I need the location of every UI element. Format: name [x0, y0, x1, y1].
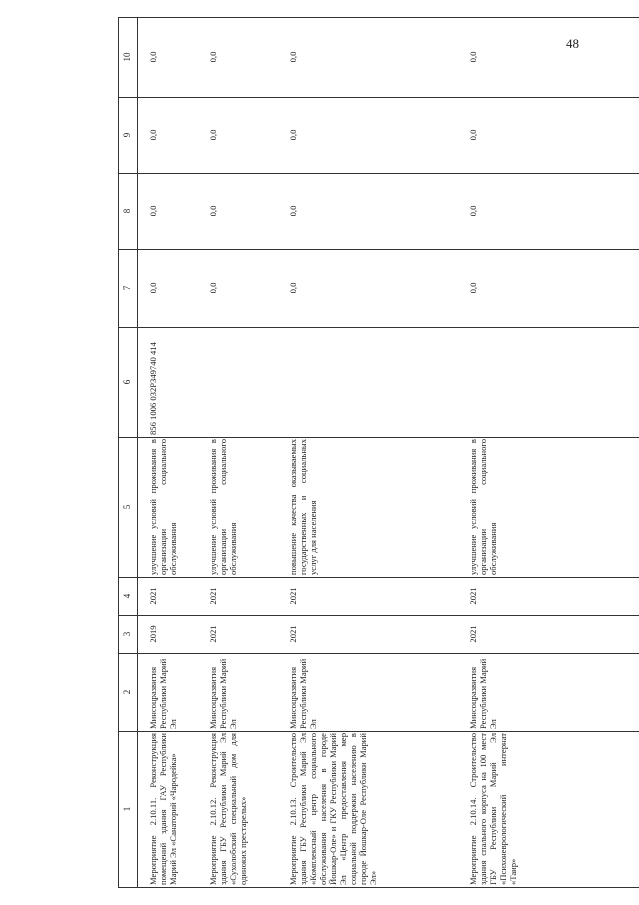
- col-header: 7: [119, 250, 138, 328]
- start-year-cell: 2021: [288, 616, 468, 654]
- value-cell: 0,0: [208, 98, 288, 174]
- event-cell: Мероприятие 2.10.13. Строительство здания ГБУ Республики Марий Эл «Комплексный центр социального обслуживания населения в городе Йошкар-Оле» и ГКУ Республики Марий Эл «Центр предоставления мер социальной поддержки населению в городе Йошкар-Оле Республики Марий Эл»: [288, 732, 468, 888]
- col-header: 1: [119, 732, 138, 888]
- value-cell: 0,0: [138, 98, 208, 174]
- value-cell: 0,0: [208, 18, 288, 98]
- col-header: 10: [119, 18, 138, 98]
- col-header: 2: [119, 654, 138, 732]
- value-cell: 0,0: [288, 250, 468, 328]
- executor-cell: Минсоцразвития Республики Марий Эл: [288, 654, 468, 732]
- value-cell: 0,0: [288, 18, 468, 98]
- result-cell: улучшение условий проживания в организации социального обслуживания: [468, 438, 639, 578]
- col-header: 4: [119, 578, 138, 616]
- header-row: [119, 18, 138, 888]
- executor-cell: Минсоцразвития Республики Марий Эл: [468, 654, 639, 732]
- value-cell: 0,0: [288, 98, 468, 174]
- rotated-table-area: [118, 18, 639, 888]
- event-cell: Мероприятие 2.10.12. Реконструкция здания ГБУ Республики Марий Эл «Сухолобский специальный дом для одиноких престарелых»: [208, 732, 288, 888]
- events-table: [118, 17, 639, 888]
- value-cell: 0,0: [288, 174, 468, 250]
- end-year-cell: 2021: [468, 578, 639, 616]
- event-cell: Мероприятие 2.10.14. Строительство здания спального корпуса на 100 мест ГБУ Республики Марий Эл «Психоневрологический интернат «Таир»: [468, 732, 639, 888]
- value-cell: 0,0: [468, 98, 639, 174]
- budget-code-cell: 856 1006 032P349740 414: [138, 328, 208, 438]
- table-row: [468, 18, 639, 888]
- col-header: 6: [119, 328, 138, 438]
- event-cell: Мероприятие 2.10.11. Реконструкция помещений здания ГАУ Республики Марий Эл «Санаторий «Чародейка»: [138, 732, 208, 888]
- table-row: [288, 18, 468, 888]
- col-header: 3: [119, 616, 138, 654]
- budget-code-cell: [468, 328, 639, 438]
- value-cell: 0,0: [208, 174, 288, 250]
- value-cell: 0,0: [468, 174, 639, 250]
- result-cell: улучшение условий проживания в организации социального обслуживания: [138, 438, 208, 578]
- start-year-cell: 2021: [468, 616, 639, 654]
- end-year-cell: 2021: [138, 578, 208, 616]
- start-year-cell: 2021: [208, 616, 288, 654]
- value-cell: 0,0: [468, 250, 639, 328]
- table-row: [208, 18, 288, 888]
- page-number: 48: [566, 36, 579, 51]
- executor-cell: Минсоцразвития Республики Марий Эл: [138, 654, 208, 732]
- value-cell: 0,0: [208, 250, 288, 328]
- result-cell: улучшение условий проживания в организации социального обслуживания: [208, 438, 288, 578]
- budget-code-cell: [208, 328, 288, 438]
- result-cell: повышение качества оказываемых государственных и социальных услуг для населения: [288, 438, 468, 578]
- table-row: [138, 18, 208, 888]
- value-cell: 0,0: [138, 250, 208, 328]
- col-header: 8: [119, 174, 138, 250]
- value-cell: 0,0: [468, 18, 639, 98]
- start-year-cell: 2019: [138, 616, 208, 654]
- value-cell: 0,0: [138, 174, 208, 250]
- budget-code-cell: [288, 328, 468, 438]
- end-year-cell: 2021: [288, 578, 468, 616]
- end-year-cell: 2021: [208, 578, 288, 616]
- executor-cell: Минсоцразвития Республики Марий Эл: [208, 654, 288, 732]
- col-header: 5: [119, 438, 138, 578]
- col-header: 9: [119, 98, 138, 174]
- value-cell: 0,0: [138, 18, 208, 98]
